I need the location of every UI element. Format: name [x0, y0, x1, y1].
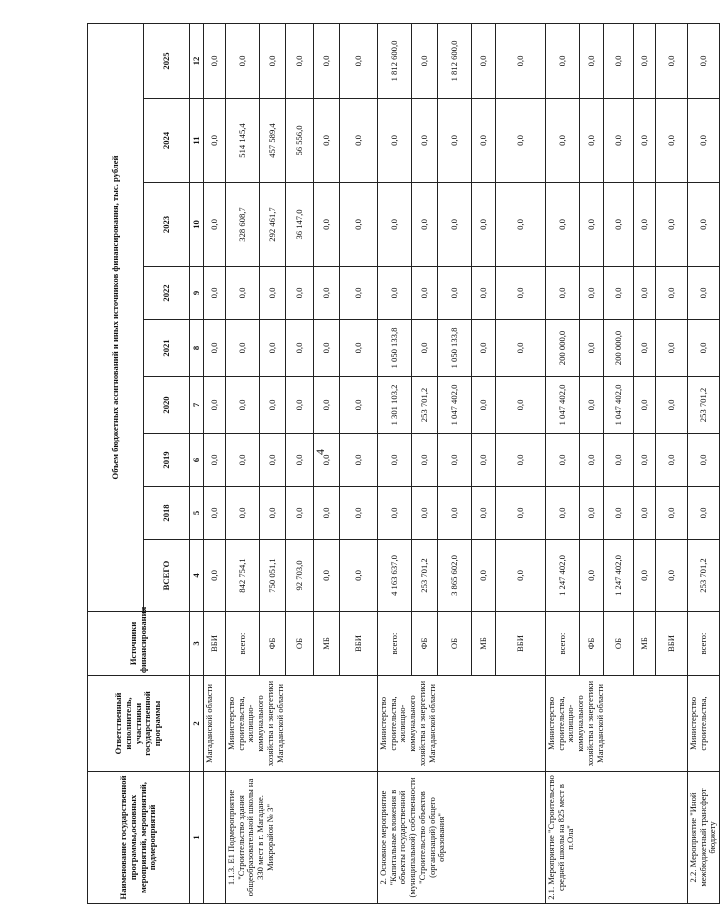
column-number: 10: [190, 183, 204, 267]
amount-cell: 0,0: [634, 377, 656, 434]
table-row: [378, 23, 412, 903]
amount-cell: 0,0: [580, 183, 604, 267]
header-year: 2023: [144, 183, 190, 267]
amount-cell: 0,0: [340, 377, 378, 434]
amount-cell: 0,0: [314, 540, 340, 612]
amount-cell: 0,0: [226, 267, 260, 320]
amount-cell: 0,0: [340, 540, 378, 612]
amount-cell: 1 247 402,0: [546, 540, 580, 612]
amount-cell: 0,0: [580, 487, 604, 540]
amount-cell: 0,0: [472, 183, 496, 267]
funding-source: всего:: [378, 612, 412, 676]
amount-cell: 0,0: [226, 487, 260, 540]
program-name: 2.2. Мероприятие "Иной межбюджетный трансферт бюджету: [688, 772, 720, 904]
column-number: 7: [190, 377, 204, 434]
amount-cell: 0,0: [378, 434, 412, 487]
budget-table-page: [87, 24, 718, 904]
funding-source: ОБ: [286, 612, 314, 676]
amount-cell: 514 145,4: [226, 99, 260, 183]
amount-cell: 0,0: [226, 23, 260, 98]
amount-cell: 0,0: [438, 99, 472, 183]
amount-cell: 0,0: [204, 487, 226, 540]
column-number: 9: [190, 267, 204, 320]
amount-cell: 0,0: [314, 377, 340, 434]
amount-cell: 0,0: [340, 267, 378, 320]
amount-cell: 0,0: [472, 99, 496, 183]
amount-cell: 0,0: [472, 540, 496, 612]
amount-cell: 0,0: [546, 487, 580, 540]
column-number: 11: [190, 99, 204, 183]
amount-cell: 0,0: [226, 320, 260, 377]
amount-cell: 0,0: [314, 99, 340, 183]
amount-cell: 0,0: [412, 267, 438, 320]
header-name: Наименование государственной программы,основных мероприятий, мероприятий, подмероприятий: [88, 772, 190, 904]
amount-cell: 0,0: [204, 267, 226, 320]
column-number: 5: [190, 487, 204, 540]
amount-cell: 0,0: [412, 487, 438, 540]
column-number: 2: [190, 676, 204, 772]
funding-source: ФБ: [260, 612, 286, 676]
header-year: 2021: [144, 320, 190, 377]
amount-cell: 0,0: [340, 183, 378, 267]
amount-cell: 0,0: [604, 99, 634, 183]
amount-cell: 0,0: [496, 487, 546, 540]
amount-cell: 92 703,0: [286, 540, 314, 612]
amount-cell: 0,0: [260, 23, 286, 98]
funding-source: ВБИ: [204, 612, 226, 676]
amount-cell: 0,0: [438, 487, 472, 540]
amount-cell: 0,0: [286, 377, 314, 434]
amount-cell: 253 701,2: [412, 377, 438, 434]
amount-cell: 200 000,0: [546, 320, 580, 377]
column-number: 1: [190, 772, 204, 904]
amount-cell: 0,0: [340, 99, 378, 183]
amount-cell: 0,0: [546, 183, 580, 267]
funding-source: МБ: [634, 612, 656, 676]
amount-cell: 0,0: [472, 434, 496, 487]
amount-cell: 842 754,1: [226, 540, 260, 612]
amount-cell: 0,0: [260, 377, 286, 434]
amount-cell: 0,0: [496, 540, 546, 612]
amount-cell: 0,0: [314, 183, 340, 267]
amount-cell: 0,0: [656, 377, 688, 434]
column-number: 12: [190, 23, 204, 98]
header-source: Источники финансирования: [88, 612, 190, 676]
responsible-executor: Министерство строительства,: [688, 676, 720, 772]
program-name: 1.1.3. Е1 Подмероприятие "Строительство здания общеобразовательной школы на 330 мест в г. Магадане. Микрорайон № 3": [226, 772, 378, 904]
amount-cell: 0,0: [604, 23, 634, 98]
amount-cell: 1 812 600,0: [438, 23, 472, 98]
amount-cell: 0,0: [378, 267, 412, 320]
amount-cell: 0,0: [260, 487, 286, 540]
amount-cell: 328 608,7: [226, 183, 260, 267]
amount-cell: 0,0: [412, 99, 438, 183]
amount-cell: 0,0: [226, 377, 260, 434]
funding-source: МБ: [314, 612, 340, 676]
funding-source: ВБИ: [496, 612, 546, 676]
amount-cell: 0,0: [340, 23, 378, 98]
amount-cell: 0,0: [204, 540, 226, 612]
amount-cell: 0,0: [634, 99, 656, 183]
amount-cell: 1 301 103,2: [378, 377, 412, 434]
amount-cell: 0,0: [378, 183, 412, 267]
amount-cell: 1 050 133,8: [438, 320, 472, 377]
column-number: 4: [190, 540, 204, 612]
amount-cell: 0,0: [546, 23, 580, 98]
header-responsible: Ответственный исполнитель, участники государственной программы: [88, 676, 190, 772]
amount-cell: 253 701,2: [412, 540, 438, 612]
table-row: [546, 23, 580, 903]
amount-cell: 0,0: [546, 267, 580, 320]
funding-source: ОБ: [438, 612, 472, 676]
amount-cell: 0,0: [496, 267, 546, 320]
amount-cell: 0,0: [604, 434, 634, 487]
column-number: 6: [190, 434, 204, 487]
amount-cell: 0,0: [314, 320, 340, 377]
amount-cell: 0,0: [688, 267, 720, 320]
page-number: 4: [313, 449, 327, 455]
amount-cell: 0,0: [438, 434, 472, 487]
amount-cell: 0,0: [438, 267, 472, 320]
amount-cell: 0,0: [286, 320, 314, 377]
amount-cell: 0,0: [604, 487, 634, 540]
funding-source: ФБ: [580, 612, 604, 676]
amount-cell: 0,0: [286, 267, 314, 320]
amount-cell: 0,0: [286, 23, 314, 98]
header-volume: Объем бюджетных ассигнований и иных источников финансирования, тыс. рублей: [88, 23, 144, 611]
amount-cell: 0,0: [204, 377, 226, 434]
amount-cell: 0,0: [260, 434, 286, 487]
amount-cell: 0,0: [412, 23, 438, 98]
amount-cell: 0,0: [656, 540, 688, 612]
amount-cell: 0,0: [204, 23, 226, 98]
amount-cell: 0,0: [204, 99, 226, 183]
table-row: [226, 23, 260, 903]
amount-cell: 0,0: [656, 320, 688, 377]
amount-cell: 0,0: [314, 23, 340, 98]
amount-cell: 0,0: [496, 434, 546, 487]
amount-cell: 0,0: [604, 183, 634, 267]
amount-cell: 0,0: [472, 487, 496, 540]
amount-cell: 0,0: [656, 434, 688, 487]
amount-cell: 0,0: [688, 23, 720, 98]
amount-cell: 0,0: [260, 267, 286, 320]
amount-cell: 0,0: [204, 434, 226, 487]
header-year: 2022: [144, 267, 190, 320]
amount-cell: 0,0: [412, 183, 438, 267]
amount-cell: 1 047 402,0: [604, 377, 634, 434]
responsible-executor: Магаданской области: [204, 676, 226, 772]
amount-cell: 0,0: [472, 267, 496, 320]
amount-cell: 0,0: [580, 434, 604, 487]
funding-source: всего:: [688, 612, 720, 676]
amount-cell: 0,0: [378, 99, 412, 183]
header-year: 2019: [144, 434, 190, 487]
amount-cell: 0,0: [656, 99, 688, 183]
amount-cell: 0,0: [314, 267, 340, 320]
amount-cell: 0,0: [656, 23, 688, 98]
amount-cell: 0,0: [580, 99, 604, 183]
budget-table: [87, 23, 720, 904]
responsible-executor: Министерство строительства, жилищно-коммунального хозяйства и энергетики Магаданской области: [378, 676, 546, 772]
amount-cell: 0,0: [496, 99, 546, 183]
amount-cell: 0,0: [496, 377, 546, 434]
amount-cell: 0,0: [634, 540, 656, 612]
amount-cell: 0,0: [412, 320, 438, 377]
header-year: 2025: [144, 23, 190, 98]
amount-cell: 0,0: [340, 320, 378, 377]
amount-cell: 0,0: [634, 320, 656, 377]
amount-cell: 0,0: [656, 183, 688, 267]
amount-cell: 1 247 402,0: [604, 540, 634, 612]
amount-cell: 0,0: [580, 267, 604, 320]
amount-cell: 1 812 600,0: [378, 23, 412, 98]
amount-cell: 0,0: [378, 487, 412, 540]
funding-source: ФБ: [412, 612, 438, 676]
amount-cell: 0,0: [580, 377, 604, 434]
amount-cell: 0,0: [656, 487, 688, 540]
amount-cell: 200 000,0: [604, 320, 634, 377]
header-year: 2020: [144, 377, 190, 434]
amount-cell: 0,0: [546, 99, 580, 183]
amount-cell: 0,0: [204, 183, 226, 267]
funding-source: всего:: [546, 612, 580, 676]
amount-cell: 0,0: [472, 320, 496, 377]
amount-cell: 0,0: [634, 23, 656, 98]
amount-cell: 750 051,1: [260, 540, 286, 612]
amount-cell: 1 050 133,8: [378, 320, 412, 377]
amount-cell: 0,0: [546, 434, 580, 487]
table-row: [204, 23, 226, 903]
header-year: 2024: [144, 99, 190, 183]
amount-cell: 0,0: [634, 434, 656, 487]
amount-cell: 4 163 637,0: [378, 540, 412, 612]
amount-cell: 0,0: [496, 23, 546, 98]
amount-cell: 0,0: [656, 267, 688, 320]
amount-cell: 0,0: [688, 434, 720, 487]
amount-cell: 253 701,2: [688, 540, 720, 612]
table-row: [688, 23, 720, 903]
column-number: 8: [190, 320, 204, 377]
amount-cell: 0,0: [634, 267, 656, 320]
funding-source: всего:: [226, 612, 260, 676]
program-name: 2. Основное мероприятие "Капитальные вложения в объекты государственной (муниципальной) собственности "Строительство объектов (организаций) общего образования": [378, 772, 546, 904]
funding-source: ВБИ: [340, 612, 378, 676]
funding-source: ВБИ: [656, 612, 688, 676]
amount-cell: 253 701,2: [688, 377, 720, 434]
amount-cell: 0,0: [286, 434, 314, 487]
funding-source: ОБ: [604, 612, 634, 676]
amount-cell: 36 147,0: [286, 183, 314, 267]
amount-cell: 0,0: [688, 320, 720, 377]
program-name: 2.1. Мероприятие "Строительство средней школы на 825 мест в п.Ола": [546, 772, 688, 904]
amount-cell: 0,0: [604, 267, 634, 320]
program-name: [204, 772, 226, 904]
funding-source: МБ: [472, 612, 496, 676]
header-year: 2018: [144, 487, 190, 540]
header-total: ВСЕГО: [144, 540, 190, 612]
amount-cell: 0,0: [204, 320, 226, 377]
amount-cell: 0,0: [438, 183, 472, 267]
responsible-executor: Министерство строительства, жилищно-коммунального хозяйства и энергетики Магаданской области: [226, 676, 378, 772]
amount-cell: 0,0: [314, 487, 340, 540]
amount-cell: 0,0: [634, 183, 656, 267]
amount-cell: 0,0: [688, 99, 720, 183]
amount-cell: 457 589,4: [260, 99, 286, 183]
amount-cell: 0,0: [580, 540, 604, 612]
amount-cell: 56 556,0: [286, 99, 314, 183]
amount-cell: 0,0: [688, 183, 720, 267]
amount-cell: 0,0: [472, 23, 496, 98]
amount-cell: 0,0: [580, 320, 604, 377]
amount-cell: 0,0: [340, 434, 378, 487]
amount-cell: 0,0: [496, 320, 546, 377]
amount-cell: 0,0: [260, 320, 286, 377]
amount-cell: 0,0: [286, 487, 314, 540]
amount-cell: 1 047 402,0: [546, 377, 580, 434]
amount-cell: 3 865 602,0: [438, 540, 472, 612]
amount-cell: 0,0: [634, 487, 656, 540]
amount-cell: 0,0: [496, 183, 546, 267]
amount-cell: 0,0: [226, 434, 260, 487]
amount-cell: 0,0: [314, 434, 340, 487]
amount-cell: 0,0: [412, 434, 438, 487]
amount-cell: 292 461,7: [260, 183, 286, 267]
amount-cell: 0,0: [472, 377, 496, 434]
amount-cell: 0,0: [340, 487, 378, 540]
responsible-executor: Министерство строительства, жилищно-коммунального хозяйства и энергетики Магаданской области: [546, 676, 688, 772]
amount-cell: 0,0: [580, 23, 604, 98]
column-number: 3: [190, 612, 204, 676]
amount-cell: 0,0: [688, 487, 720, 540]
amount-cell: 1 047 402,0: [438, 377, 472, 434]
